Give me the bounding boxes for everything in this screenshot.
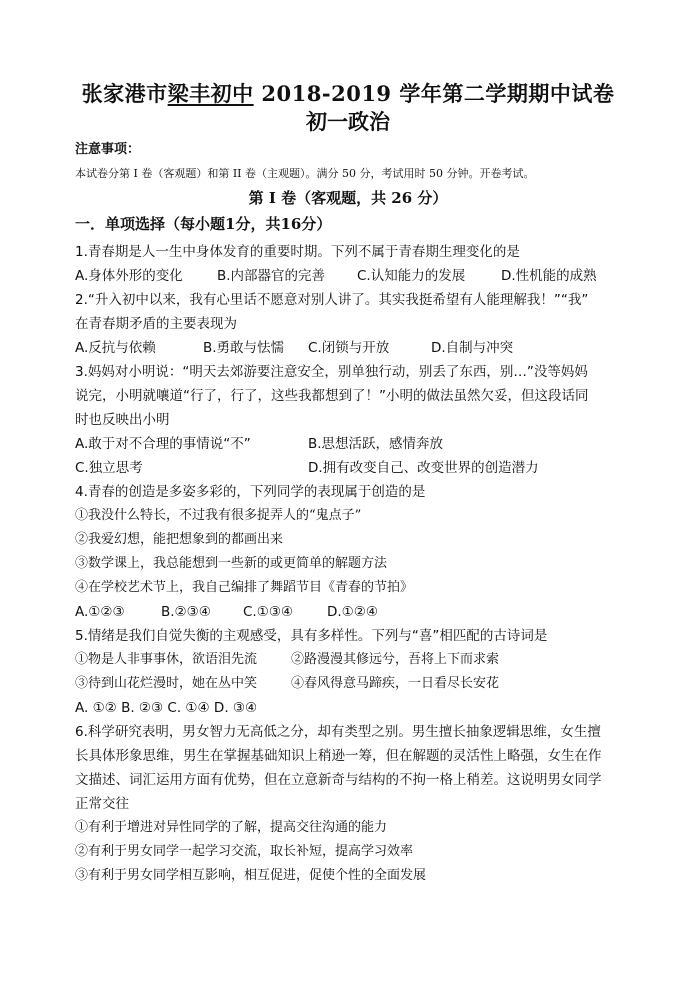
q3-stem-1: 3.妈妈对小明说：“明天去郊游要注意安全，别单独行动，别丢了东西，别…”没等妈妈 bbox=[75, 364, 588, 380]
q3-option-b: B.思想活跃，感情奔放 bbox=[308, 436, 444, 452]
q3-stem-2: 说完，小明就嚷道“行了，行了，这些我都想到了！”小明的做法虽然欠妥，但这段话同 bbox=[75, 388, 589, 404]
q3-stem-3: 时也反映出小明 bbox=[75, 412, 170, 428]
q6-item-2: ②有利于男女同学一起学习交流，取长补短，提高学习效率 bbox=[75, 844, 414, 859]
notice-label: 注意事项： bbox=[75, 142, 141, 157]
q1-option-b: B.内部器官的完善 bbox=[217, 268, 326, 284]
q4-option-c: C.①③④ bbox=[243, 604, 294, 620]
q2-option-a: A.反抗与依赖 bbox=[75, 340, 156, 356]
q3-option-a: A.敢于对不合理的事情说“不” bbox=[75, 436, 251, 452]
q5-item-2: ②路漫漫其修远兮，吾将上下而求索 bbox=[291, 652, 500, 667]
q3-options-row-2 bbox=[75, 456, 635, 480]
q2-option-c: C.闭锁与开放 bbox=[308, 340, 390, 356]
q4-option-a: A.①②③ bbox=[75, 604, 125, 620]
q2-stem-1: 2.“升入初中以来，我有心里话不愿意对别人讲了。其实我挺希望有人能理解我！”“我” bbox=[75, 292, 589, 308]
part1-title: 第 I 卷（客观题，共 26 分） bbox=[248, 189, 448, 207]
q2-option-b: B.勇敢与怯懦 bbox=[203, 340, 285, 356]
section1-title: 一．单项选择（每小题1分，共16分） bbox=[75, 215, 332, 233]
exam-subtitle: 初一政治 bbox=[306, 109, 390, 134]
q2-options bbox=[75, 336, 635, 360]
q1-option-a: A.身体外形的变化 bbox=[75, 268, 183, 284]
notice-text: 本试卷分第 I 卷（客观题）和第 II 卷（主观题）。满分 50 分，考试用时 50 分钟。开卷考试。 bbox=[75, 167, 535, 180]
q3-option-d: D.拥有改变自己、改变世界的创造潜力 bbox=[308, 460, 539, 476]
q6-item-3: ③有利于男女同学相互影响，相互促进，促使个性的全面发展 bbox=[75, 868, 427, 883]
q6-stem-3: 文描述、词汇运用方面有优势，但在立意新奇与结构的不拘一格上稍差。这说明男女同学 bbox=[75, 772, 602, 788]
q4-option-d: D.①②④ bbox=[327, 604, 378, 620]
title-rest: 2018-2019 学年第二学期期中试卷 bbox=[253, 81, 615, 106]
q3-options-row-1 bbox=[75, 432, 635, 456]
q5-stem: 5.情绪是我们自觉失衡的主观感受，具有多样性。下列与“喜”相匹配的古诗词是 bbox=[75, 628, 548, 644]
q1-option-c: C.认知能力的发展 bbox=[357, 268, 466, 284]
q5-options: A. ①② B. ②③ C. ①④ D. ③④ bbox=[75, 700, 258, 716]
q5-item-1: ①物是人非事事休，欲语泪先流 bbox=[75, 652, 258, 667]
q4-options bbox=[75, 600, 635, 624]
q2-stem-2: 在青春期矛盾的主要表现为 bbox=[75, 316, 237, 332]
q4-item-2: ②我爱幻想，能把想象到的都画出来 bbox=[75, 532, 284, 547]
q5-item-4: ④春风得意马蹄疾，一日看尽长安花 bbox=[291, 676, 500, 691]
title-school-underlined: 梁丰初中 bbox=[167, 81, 254, 106]
q5-item-3: ③待到山花烂漫时，她在丛中笑 bbox=[75, 676, 258, 691]
q6-stem-2: 长具体形象思维，男生在掌握基础知识上稍逊一筹，但在解题的灵活性上略强，女生在作 bbox=[75, 748, 602, 764]
q4-item-3: ③数学课上，我总能想到一些新的或更简单的解题方法 bbox=[75, 556, 388, 571]
q4-option-b: B.②③④ bbox=[161, 604, 211, 620]
q6-stem-1: 6.科学研究表明，男女智力无高低之分，却有类型之别。男生擅长抽象逻辑思维，女生擅 bbox=[75, 724, 601, 740]
title-school-prefix: 张家港市 bbox=[81, 81, 168, 106]
q4-item-4: ④在学校艺术节上，我自己编排了舞蹈节目《青春的节拍》 bbox=[75, 580, 414, 595]
q4-stem: 4.青春的创造是多姿多彩的，下列同学的表现属于创造的是 bbox=[75, 484, 426, 500]
q1-options bbox=[75, 264, 635, 288]
q1-option-d: D.性机能的成熟 bbox=[501, 268, 597, 284]
q2-option-d: D.自制与冲突 bbox=[431, 340, 514, 356]
questions-content bbox=[75, 240, 635, 888]
q5-items-row-1 bbox=[75, 648, 635, 672]
exam-title bbox=[0, 78, 696, 108]
q6-item-1: ①有利于增进对异性同学的了解，提高交往沟通的能力 bbox=[75, 820, 388, 835]
q6-stem-4: 正常交往 bbox=[75, 796, 129, 812]
q3-option-c: C.独立思考 bbox=[75, 460, 143, 476]
q1-stem: 1.青春期是人一生中身体发育的重要时期。下列不属于青春期生理变化的是 bbox=[75, 244, 520, 260]
q4-item-1: ①我没什么特长，不过我有很多捉弄人的“鬼点子” bbox=[75, 508, 362, 523]
q5-items-row-2 bbox=[75, 672, 635, 696]
